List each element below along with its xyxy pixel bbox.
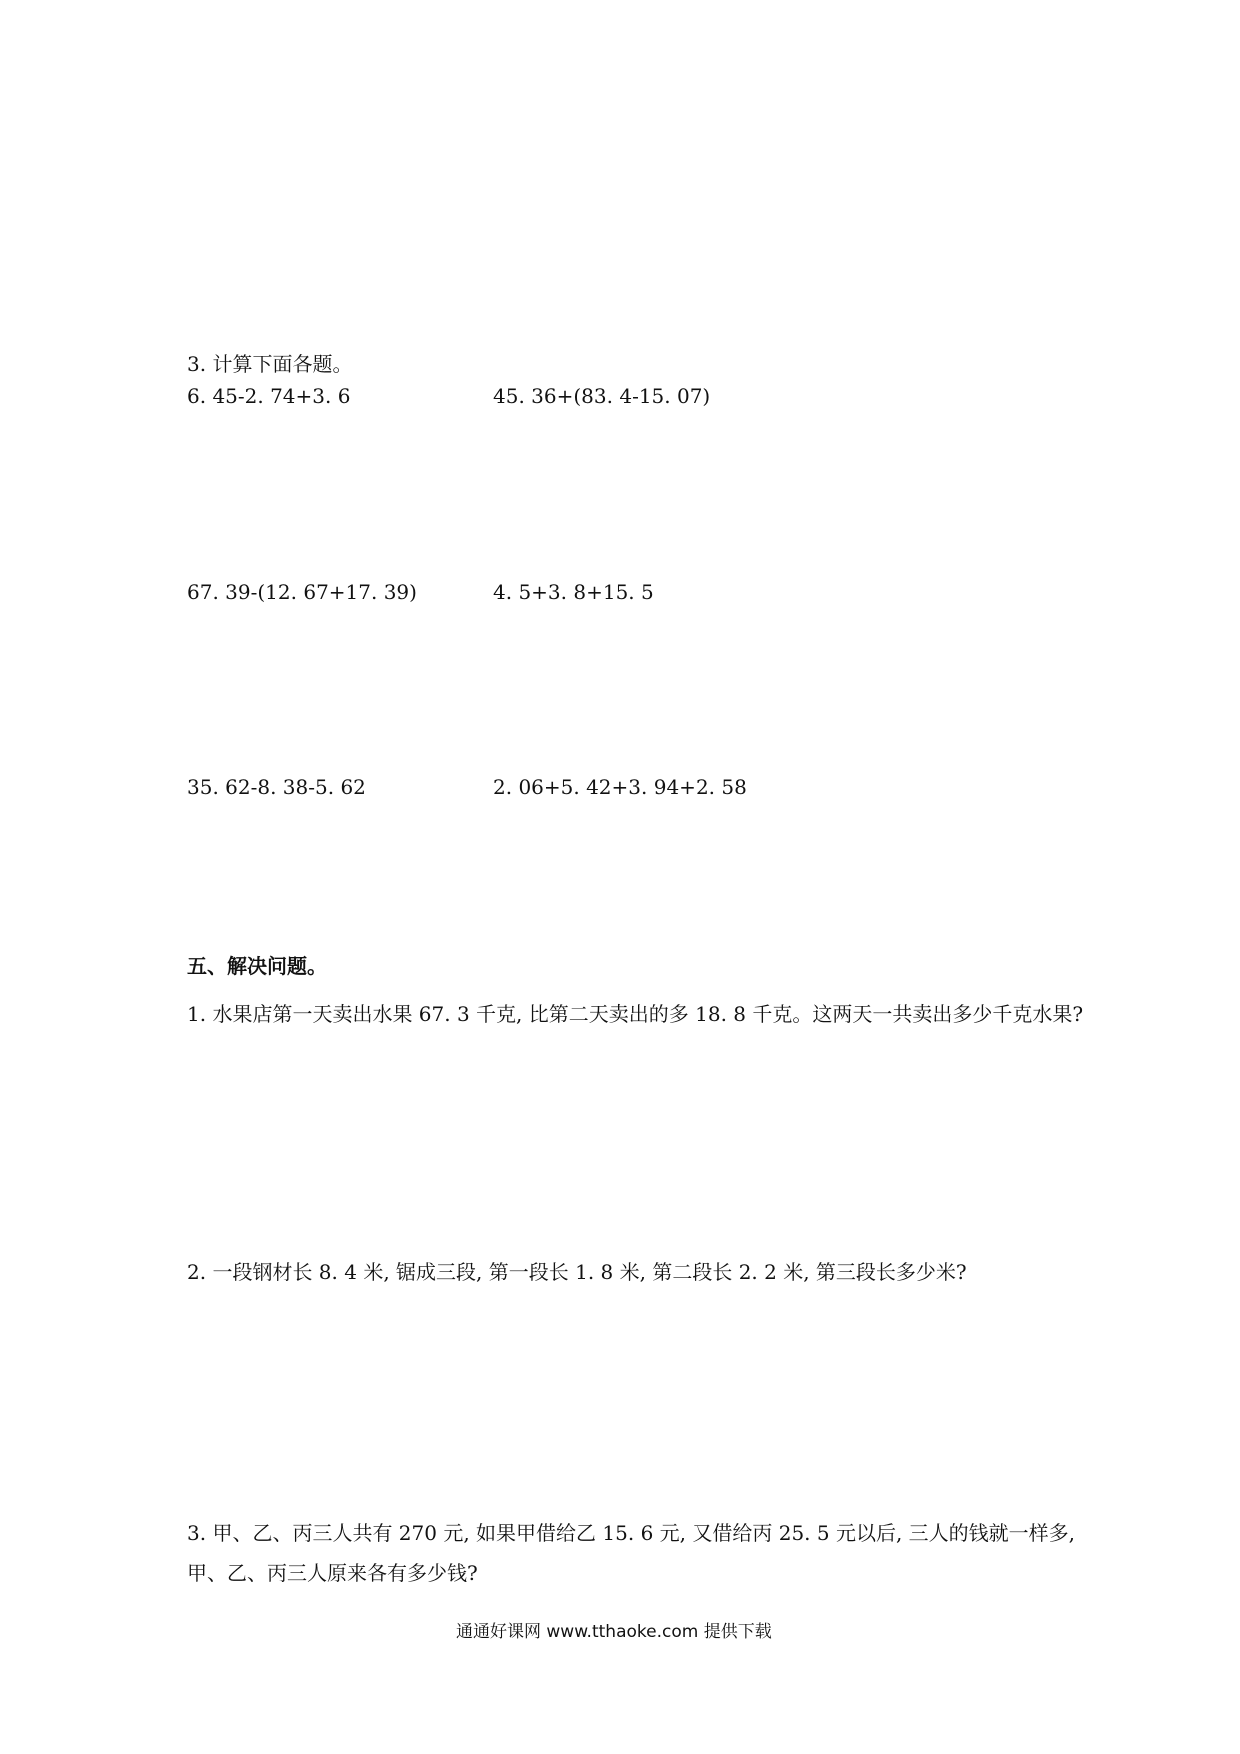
section-5-title: 五、解决问题。 bbox=[187, 954, 327, 978]
problem-row-2-right: 4. 5+3. 8+15. 5 bbox=[493, 580, 654, 604]
problem-row-3-left: 35. 62-8. 38-5. 62 bbox=[187, 775, 366, 799]
problem-row-2-left: 67. 39-(12. 67+17. 39) bbox=[187, 580, 417, 604]
problem-row-1-left: 6. 45-2. 74+3. 6 bbox=[187, 384, 351, 408]
question-1: 1. 水果店第一天卖出水果 67. 3 千克, 比第二天卖出的多 18. 8 千克。这两天一共卖出多少千克水果? bbox=[187, 1002, 1084, 1026]
question-3: 3. 甲、乙、丙三人共有 270 元, 如果甲借给乙 15. 6 元, 又借给丙 25. 5 元以后, 三人的钱就一样多, 甲、乙、丙三人原来各有多少钱? bbox=[187, 1521, 1076, 1585]
question-2: 2. 一段钢材长 8. 4 米, 锯成三段, 第一段长 1. 8 米, 第二段长 2. 2 米, 第三段长多少米? bbox=[187, 1260, 967, 1284]
footer-credit: 通通好课网 www.tthaoke.com 提供下载 bbox=[456, 1622, 772, 1642]
section-3-title: 3. 计算下面各题。 bbox=[187, 352, 353, 376]
problem-row-3-right: 2. 06+5. 42+3. 94+2. 58 bbox=[493, 775, 747, 799]
problem-row-1-right: 45. 36+(83. 4-15. 07) bbox=[493, 384, 711, 408]
